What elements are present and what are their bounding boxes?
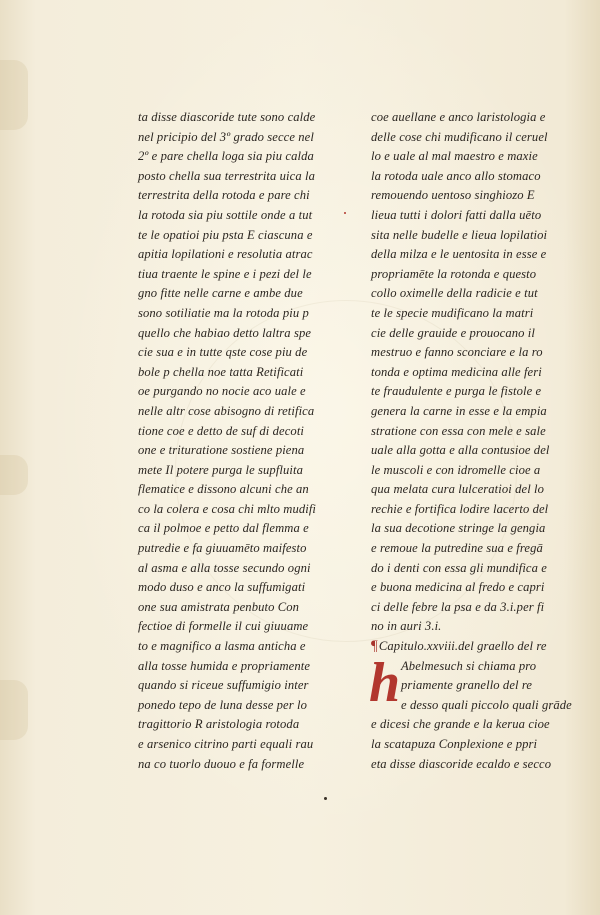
- text-line: Abelmesuch si chiama pro: [401, 658, 537, 673]
- text-line: e arsenico citrino parti equali rau: [138, 737, 314, 751]
- text-line: putredie e fa giuuamēto maifesto: [138, 541, 307, 556]
- text-line: propriamēte la rotonda e questo: [371, 266, 537, 281]
- text-line: e dicesi che grande e la kerua cioe: [371, 717, 550, 732]
- text-line: tiua traente le spine e i pezi del le: [138, 266, 312, 281]
- text-line: della milza e le uentosita in esse e: [371, 247, 547, 262]
- text-line: remouendo uentoso singhiozo E: [371, 188, 535, 203]
- text-line: terrestrita della rotoda e pare chi: [138, 188, 310, 203]
- text-line: 2º e pare chella loga sia piu calda: [138, 149, 314, 164]
- text-line: genera la carne in esse e la empia: [371, 403, 547, 418]
- text-line: gno fitte nelle carne e ambe due: [138, 286, 303, 301]
- text-line: te fraudulente e purga le fistole e: [371, 384, 542, 399]
- text-line: flematice e dissono alcuni che an: [138, 482, 309, 497]
- text-line: le muscoli e con idromelle cioe a: [371, 462, 541, 477]
- text-line: la rotoda sia piu sottile onde a tut: [138, 207, 313, 222]
- text-line: apitia lopilationi e resolutia atrac: [138, 247, 313, 262]
- text-line: te le specie mudificano la matri: [371, 305, 534, 320]
- text-line: sita nelle budelle e lieua lopilatioi: [371, 227, 548, 242]
- right-column-top-text: [371, 108, 576, 637]
- text-line: do i denti con essa gli mundifica e: [371, 560, 547, 575]
- chapter-heading-text: Capitulo.xxviii.del graello del re: [378, 639, 547, 654]
- pilcrow-icon: ¶: [371, 638, 378, 655]
- text-line: la sua decotione stringe la gengia: [371, 521, 546, 536]
- page-dot: [324, 797, 327, 800]
- text-line: e desso quali piccolo quali grāde: [401, 697, 572, 712]
- text-line: nel pricipio del 3º grado secce nel: [138, 129, 314, 144]
- text-line: lieua tutti i dolori fatti dalla uēto: [371, 207, 542, 222]
- text-line: la rotoda uale anco allo stomaco: [371, 168, 541, 183]
- text-line: rechie e fortifica lodire lacerto del: [371, 501, 549, 516]
- text-line: e buona medicina al fredo e capri: [371, 580, 545, 595]
- paper-stain: [0, 680, 28, 740]
- drop-cap-initial: h: [369, 651, 401, 714]
- text-line: to e magnifico a lasma anticha e: [138, 639, 306, 654]
- text-line: cie delle grauide e prouocano il: [371, 325, 535, 340]
- text-line: one e trituratione sostiene piena: [138, 443, 305, 458]
- text-line: al asma e alla tosse secundo ogni: [138, 560, 311, 575]
- left-text-column: [138, 108, 358, 774]
- chapter-heading: [371, 637, 576, 657]
- text-line: no in auri 3.i.: [371, 619, 442, 634]
- text-line: posto chella sua terrestrita uica la: [138, 168, 315, 183]
- text-line: oe purgando no nocie aco uale e: [138, 384, 306, 399]
- text-line: uale alla gotta e alla contusioe del: [371, 443, 550, 458]
- text-line: quello che habiao detto laltra spe: [138, 325, 312, 340]
- text-line: one sua amistrata penbuto Con: [138, 599, 300, 614]
- text-line: delle cose chi mudificano il ceruel: [371, 129, 548, 144]
- text-line: modo duso e anco la suffumigati: [138, 580, 306, 595]
- right-text-column: [371, 108, 576, 774]
- text-line: qua melata cura lulceratioi del lo: [371, 482, 545, 497]
- text-line: quando si riceue suffumigio inter: [138, 678, 309, 693]
- text-line: bole p chella noe tatta Retificati: [138, 364, 304, 379]
- text-line: co la colera e cosa chi mlto mudifi: [138, 501, 317, 516]
- text-line: ta disse diascoride tute sono calde: [138, 110, 316, 124]
- text-line: mete Il potere purga le supfluita: [138, 462, 304, 477]
- text-line: fectioe di formelle il cui giuuame: [138, 619, 309, 634]
- text-line: priamente granello del re: [401, 678, 533, 693]
- text-line: ponedo tepo de luna desse per lo: [138, 697, 307, 712]
- text-line: collo oximelle della radicie e tut: [371, 286, 538, 301]
- text-line: ca il polmoe e petto dal flemma e: [138, 521, 309, 536]
- text-line: tione coe e detto de suf di decoti: [138, 423, 305, 438]
- paper-stain: [0, 60, 28, 130]
- text-line: na co tuorlo duouo e fa formelle: [138, 756, 305, 771]
- text-line: te le opatioi piu psta E ciascuna e: [138, 227, 313, 242]
- text-line: alla tosse humida e propriamente: [138, 658, 311, 673]
- text-line: sono sotiliatie ma la rotoda piu p: [138, 305, 309, 320]
- text-line: lo e uale al mal maestro e maxie: [371, 149, 538, 164]
- text-line: ci delle febre la psa e da 3.i.per fi: [371, 599, 545, 614]
- text-line: stratione con essa con mele e sale: [371, 423, 546, 438]
- text-line: la scatapuza Conplexione e ppri: [371, 737, 538, 751]
- paper-stain: [0, 455, 28, 495]
- drop-cap-lines: [369, 651, 576, 716]
- right-column-bottom-text: [371, 715, 576, 774]
- text-line: e remoue la putredine sua e fregā: [371, 541, 543, 556]
- text-line: coe auellane e anco laristologia e: [371, 110, 546, 124]
- chapter-initial-block: [369, 651, 576, 716]
- text-line: tragittorio R aristologia rotoda: [138, 717, 300, 732]
- text-line: mestruo e fanno sconciare e la ro: [371, 345, 543, 360]
- text-line: cie sua e in tutte qste cose piu de: [138, 345, 308, 360]
- text-line: tonda e optima medicina alle feri: [371, 364, 542, 379]
- text-line: eta disse diascoride ecaldo e secco: [371, 756, 552, 771]
- text-line: nelle altr cose abisogno di retifica: [138, 403, 315, 418]
